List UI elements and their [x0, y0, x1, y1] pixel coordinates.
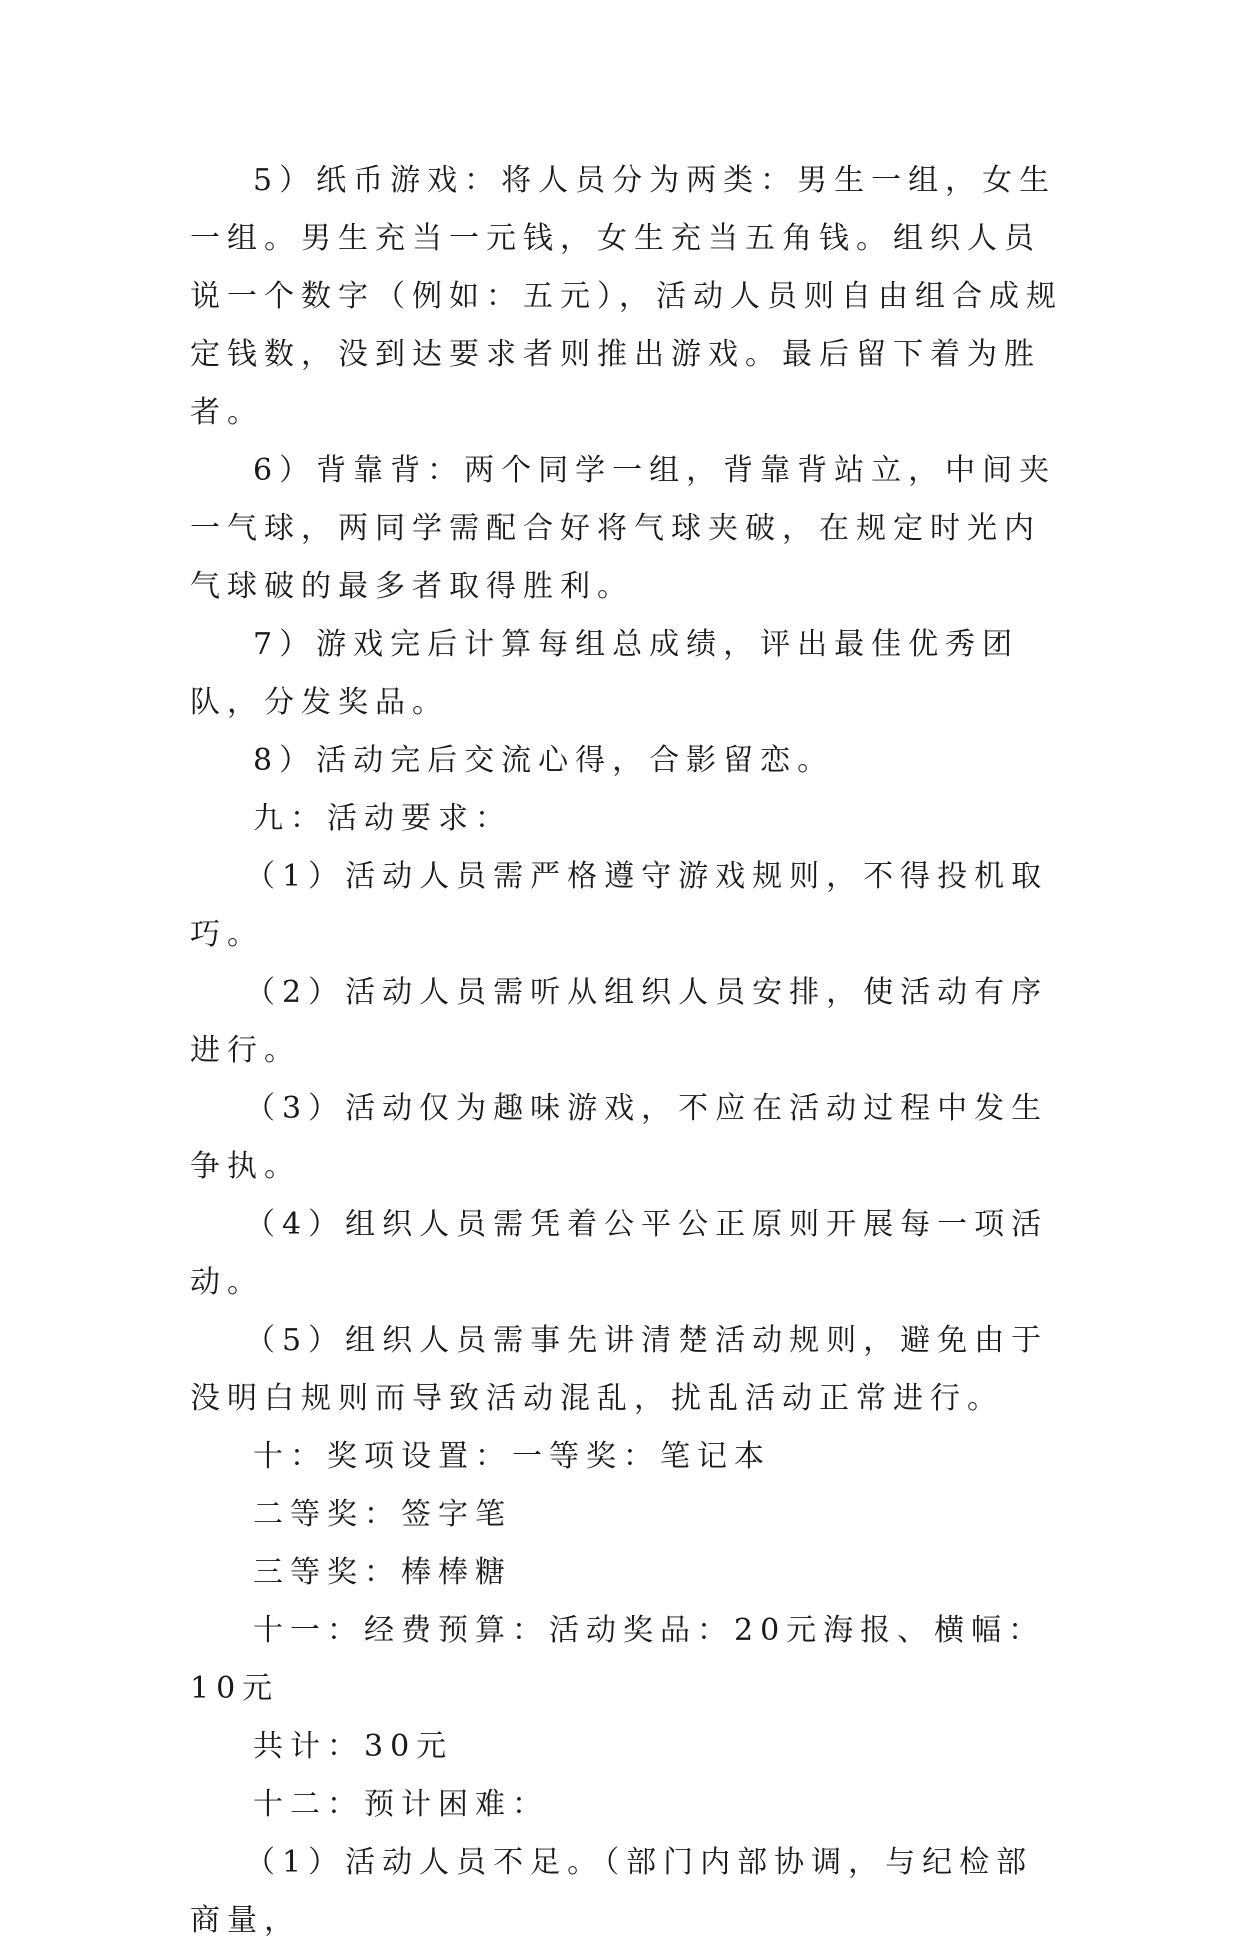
requirement-item-1: （1）活动人员需严格遵守游戏规则，不得投机取巧。 [190, 859, 1049, 952]
award-third-prize: 三等奖：棒棒糖 [253, 1555, 512, 1590]
requirement-item-3: （3）活动仅为趣味游戏，不应在活动过程中发生争执。 [190, 1091, 1049, 1184]
requirement-item-5: （5）组织人员需事先讲清楚活动规则，避免由于没明白规则而导致活动混乱，扰乱活动正常进行。 [190, 1323, 1049, 1416]
paragraph-back-to-back-game: 6）背靠背：两个同学一组，背靠背站立，中间夹一气球，两同学需配合好将气球夹破，在规定时光内气球破的最多者取得胜利。 [190, 453, 1057, 604]
budget-total: 共计：30元 [253, 1729, 454, 1764]
paragraph-exchange-experience: 8）活动完后交流心得，合影留恋。 [253, 743, 835, 778]
requirement-item-4: （4）组织人员需凭着公平公正原则开展每一项活动。 [190, 1207, 1049, 1300]
requirement-item-2: （2）活动人员需听从组织人员安排，使活动有序进行。 [190, 975, 1049, 1068]
paragraph-paper-money-game: 5）纸币游戏：将人员分为两类：男生一组，女生一组。男生充当一元钱，女生充当五角钱。组织人员说一个数字（例如：五元），活动人员则自由组合成规定钱数，没到达要求者则推出游戏。最后留下着为胜者。 [190, 163, 1063, 430]
award-second-prize: 二等奖：签字笔 [253, 1497, 512, 1532]
heading-expected-difficulties: 十二：预计困难： [253, 1787, 549, 1822]
heading-budget: 十一：经费预算：活动奖品：20元海报、横幅：10元 [190, 1613, 1046, 1706]
heading-activity-requirements: 九：活动要求： [253, 801, 512, 836]
document-body [190, 152, 1070, 1950]
difficulty-item-1: （1）活动人员不足。（部门内部协调，与纪检部商量， [190, 1845, 1034, 1938]
heading-award-settings: 十：奖项设置：一等奖：笔记本 [253, 1439, 771, 1474]
paragraph-score-calculation: 7）游戏完后计算每组总成绩，评出最佳优秀团队，分发奖品。 [190, 627, 1020, 720]
